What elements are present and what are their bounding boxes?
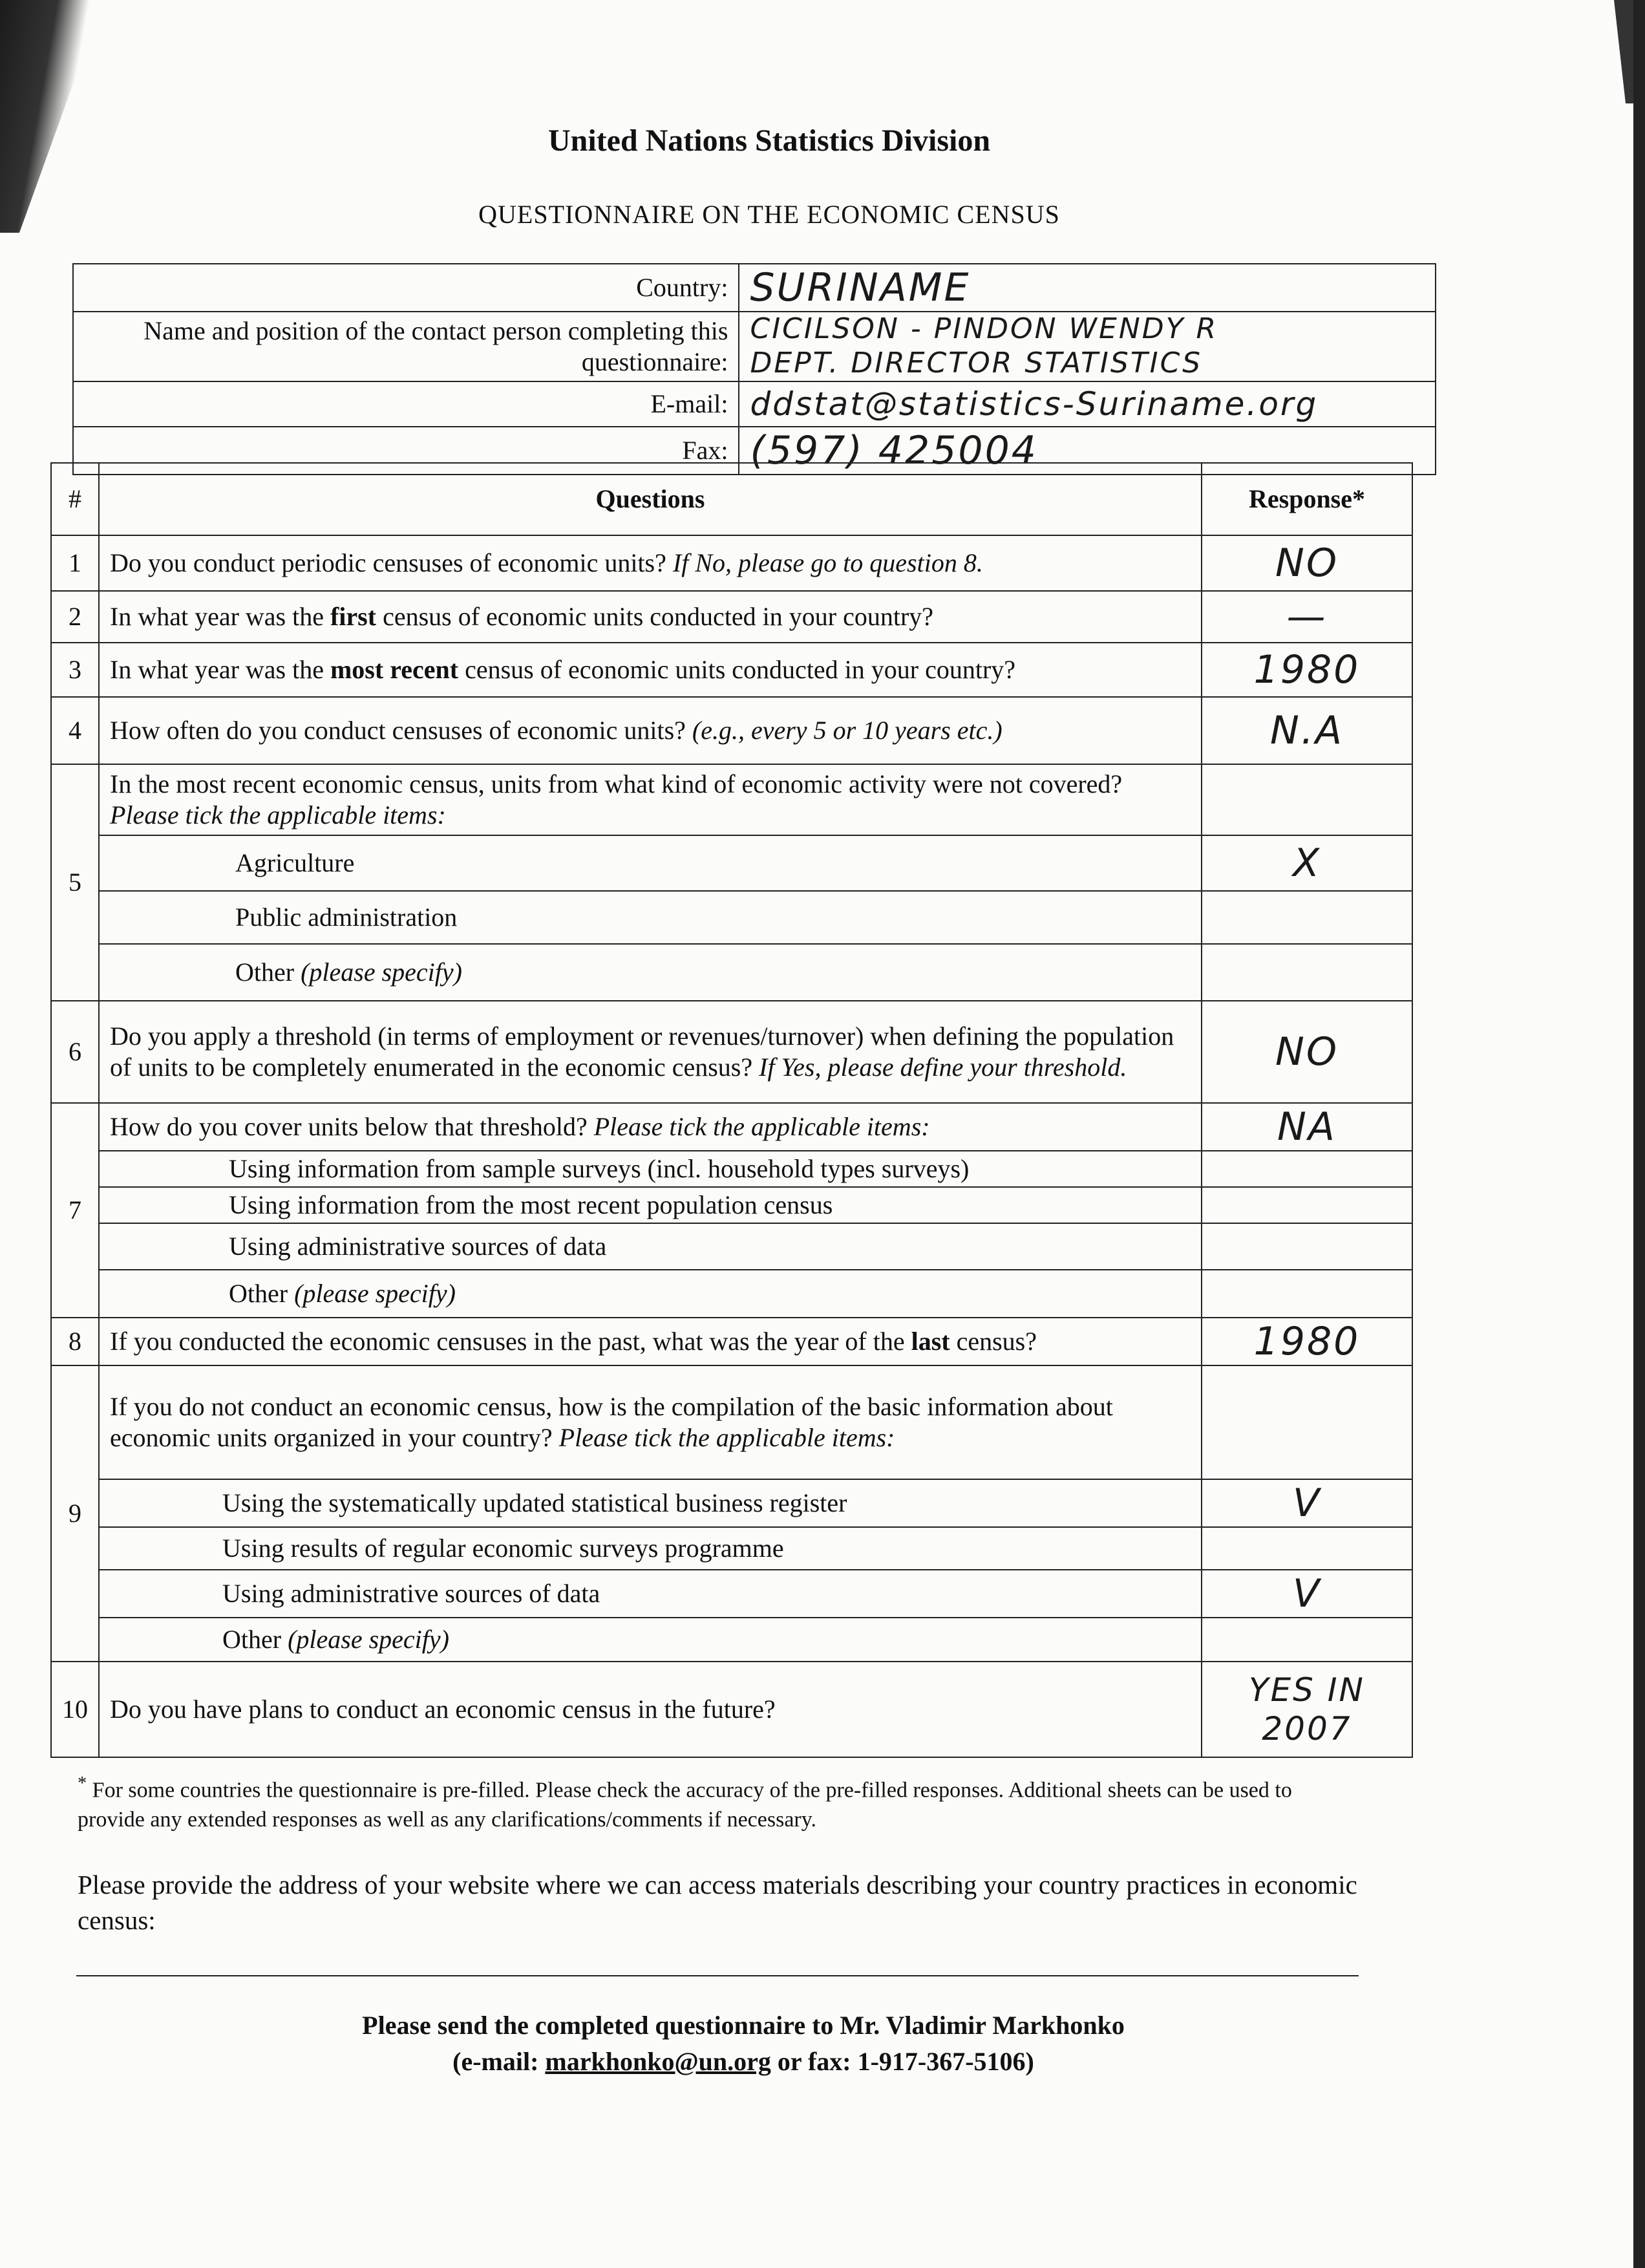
column-header-response: Response* <box>1202 463 1412 535</box>
checkbox-cell[interactable] <box>1202 1223 1412 1270</box>
question-text: In what year was the most recent census of economic units conducted in your country? <box>99 643 1202 697</box>
response-cell[interactable] <box>1202 591 1412 643</box>
send-recipient: Please send the completed questionnaire to Mr. Vladimir Markhonko <box>362 2011 1125 2040</box>
checkbox-cell[interactable] <box>1202 1270 1412 1318</box>
column-header-questions: Questions <box>99 463 1202 535</box>
question-number: 9 <box>51 1365 99 1662</box>
fax-label: Fax: <box>73 427 739 475</box>
question-row-10 <box>51 1662 1412 1757</box>
response-cell <box>1202 764 1412 835</box>
question-number: 10 <box>51 1662 99 1757</box>
website-prompt: Please provide the address of your website where we can access materials describing your country practices in economic census: <box>78 1870 1357 1936</box>
response-value-year: 2007 <box>1262 1710 1352 1748</box>
response-value: NO <box>1275 540 1339 586</box>
scan-edge-right <box>1633 0 1645 2268</box>
question-text: If you do not conduct an economic census, how is the compilation of the basic information about economic units organized in your country? Please tick the applicable items: <box>99 1365 1202 1479</box>
question-text: Do you conduct periodic censuses of economic units? If No, please go to question 8. <box>99 535 1202 591</box>
email-field[interactable] <box>739 381 1436 427</box>
question-number: 4 <box>51 697 99 764</box>
question-text: In the most recent economic census, units from what kind of economic activity were not covered? Please tick the applicable items: <box>99 764 1202 835</box>
option-label: Using the systematically updated statistical business register <box>99 1479 1202 1527</box>
check-mark: V <box>1292 1571 1322 1616</box>
email-value: ddstat@statistics-Suriname.org <box>750 385 1319 423</box>
question-row-4 <box>51 697 1412 764</box>
option-label: Other (please specify) <box>99 1270 1202 1318</box>
contact-table <box>72 263 1436 475</box>
response-cell[interactable] <box>1202 1318 1412 1365</box>
question-number: 3 <box>51 643 99 697</box>
option-label: Using information from the most recent population census <box>99 1187 1202 1223</box>
question-text: Do you have plans to conduct an economic census in the future? <box>99 1662 1202 1757</box>
response-value: — <box>1286 594 1328 639</box>
country-label: Country: <box>73 264 739 312</box>
column-header-number: # <box>51 463 99 535</box>
question-row-1 <box>51 535 1412 591</box>
option-label: Other (please specify) <box>99 944 1202 1001</box>
checkbox-cell[interactable] <box>1202 1527 1412 1570</box>
question-row-3 <box>51 643 1412 697</box>
option-label: Using administrative sources of data <box>99 1223 1202 1270</box>
contact-name-value: CICILSON - PINDON WENDY R <box>750 312 1218 345</box>
checkbox-cell[interactable] <box>1202 1618 1412 1662</box>
response-value: N.A <box>1270 708 1344 753</box>
question-row-8 <box>51 1318 1412 1365</box>
question-row-7 <box>51 1103 1412 1151</box>
fax-value: (597) 425004 <box>750 427 1038 473</box>
question-row-2 <box>51 591 1412 643</box>
question-number: 6 <box>51 1001 99 1103</box>
country-value: SURINAME <box>750 265 971 310</box>
footnote: * For some countries the questionnaire is pre-filled. Please check the accuracy of the pre-filled responses. Additional sheets can be used to provide any extended responses as well as any clarifications/comments if necessary. <box>78 1773 1292 1832</box>
option-label: Other (please specify) <box>99 1618 1202 1662</box>
question-row-5 <box>51 764 1412 835</box>
response-cell[interactable] <box>1202 1662 1412 1757</box>
checkbox-cell[interactable] <box>1202 1151 1412 1187</box>
contact-name-field[interactable] <box>739 312 1436 381</box>
response-value: YES IN <box>1249 1671 1365 1709</box>
option-label: Using administrative sources of data <box>99 1570 1202 1618</box>
question-number: 8 <box>51 1318 99 1365</box>
response-cell[interactable] <box>1202 535 1412 591</box>
response-value: NO <box>1275 1029 1339 1075</box>
option-label: Using results of regular economic surveys programme <box>99 1527 1202 1570</box>
response-value: NA <box>1277 1104 1337 1150</box>
country-field[interactable] <box>739 264 1436 312</box>
question-text: How often do you conduct censuses of economic units? (e.g., every 5 or 10 years etc.) <box>99 697 1202 764</box>
question-number: 5 <box>51 764 99 1001</box>
organization-title: United Nations Statistics Division <box>547 123 991 158</box>
checkbox-cell[interactable] <box>1202 835 1412 891</box>
checkbox-cell[interactable] <box>1202 891 1412 944</box>
check-mark: X <box>1292 840 1322 886</box>
scan-shadow-left <box>0 0 103 233</box>
response-cell[interactable] <box>1202 1103 1412 1151</box>
send-instructions <box>0 2007 1487 2080</box>
question-text: How do you cover units below that threshold? Please tick the applicable items: <box>99 1103 1202 1151</box>
response-value: 1980 <box>1253 647 1361 692</box>
question-text: If you conducted the economic censuses in the past, what was the year of the last census? <box>99 1318 1202 1365</box>
option-label: Using information from sample surveys (incl. household types surveys) <box>99 1151 1202 1187</box>
send-contact: (e-mail: markhonko@un.org or fax: 1-917-367-5106) <box>452 2047 1034 2076</box>
option-label: Public administration <box>99 891 1202 944</box>
question-text: In what year was the first census of economic units conducted in your country? <box>99 591 1202 643</box>
response-cell[interactable] <box>1202 1001 1412 1103</box>
question-row-6 <box>51 1001 1412 1103</box>
check-mark: V <box>1292 1481 1322 1526</box>
question-row-9 <box>51 1365 1412 1479</box>
option-label: Agriculture <box>99 835 1202 891</box>
response-value: 1980 <box>1253 1319 1361 1364</box>
question-text: Do you apply a threshold (in terms of employment or revenues/turnover) when defining the population of units to be completely enumerated in the economic census? If Yes, please define your threshold. <box>99 1001 1202 1103</box>
scan-shadow-top-right <box>1614 0 1633 103</box>
contact-email-link[interactable]: markhonko@un.org <box>545 2047 771 2076</box>
checkbox-cell[interactable] <box>1202 944 1412 1001</box>
checkbox-cell[interactable] <box>1202 1570 1412 1618</box>
contact-name-label: Name and position of the contact person completing this questionnaire: <box>73 312 739 381</box>
contact-position-value: DEPT. DIRECTOR STATISTICS <box>750 346 1203 380</box>
questionnaire-title: QUESTIONNAIRE ON THE ECONOMIC CENSUS <box>478 200 1060 229</box>
response-cell[interactable] <box>1202 697 1412 764</box>
question-number: 1 <box>51 535 99 591</box>
questions-table <box>50 462 1413 1758</box>
checkbox-cell[interactable] <box>1202 1479 1412 1527</box>
question-number: 2 <box>51 591 99 643</box>
website-answer-line[interactable] <box>76 1975 1359 1976</box>
response-cell[interactable] <box>1202 643 1412 697</box>
response-cell <box>1202 1365 1412 1479</box>
question-number: 7 <box>51 1103 99 1318</box>
checkbox-cell[interactable] <box>1202 1187 1412 1223</box>
email-label: E-mail: <box>73 381 739 427</box>
